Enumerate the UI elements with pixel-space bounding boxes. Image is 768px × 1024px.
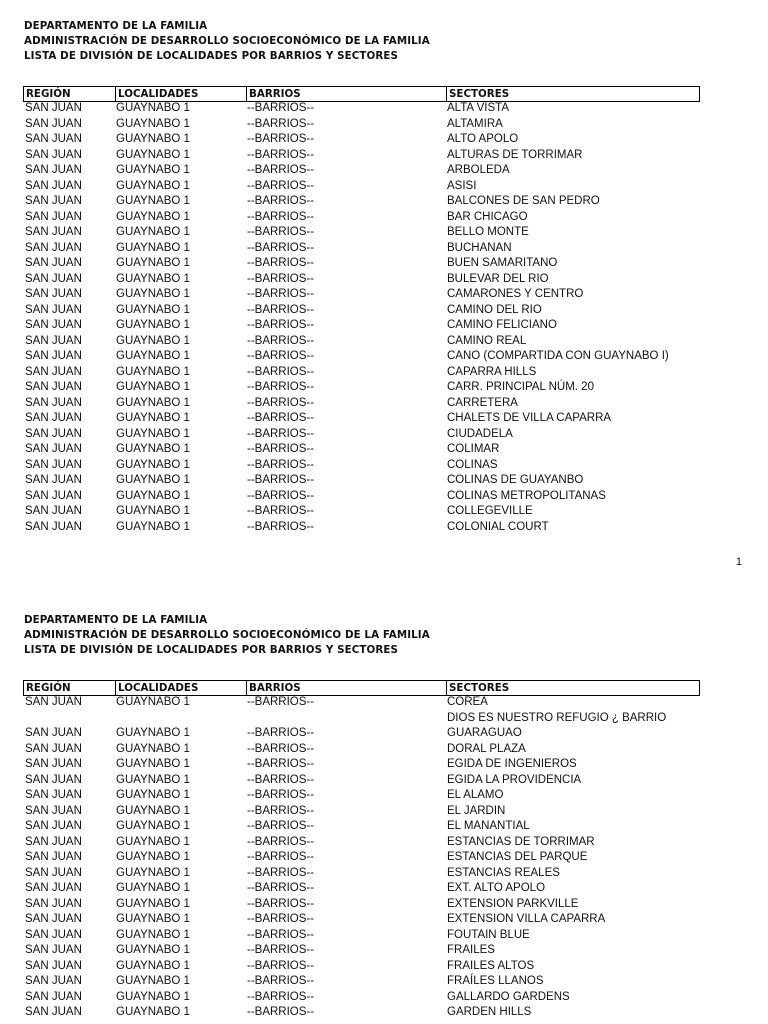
cell-region: SAN JUAN [25, 1006, 82, 1018]
cell-region: SAN JUAN [25, 851, 82, 863]
table-row [23, 459, 700, 475]
table-row [23, 195, 700, 211]
cell-region: SAN JUAN [25, 288, 82, 300]
cell-region: SAN JUAN [25, 897, 82, 910]
cell-locality: GUAYNABO 1 [116, 272, 190, 285]
cell-barrio: --BARRIOS-- [247, 474, 315, 486]
cell-region: SAN JUAN [25, 959, 82, 972]
cell-region: SAN JUAN [25, 758, 82, 770]
cell-sector: BULEVAR DEL RIO [447, 272, 549, 285]
cell-locality: GUAYNABO 1 [116, 257, 190, 269]
cell-region: SAN JUAN [25, 443, 82, 455]
cell-barrio: --BARRIOS-- [247, 117, 315, 130]
cell-barrio: --BARRIOS-- [247, 257, 315, 269]
cell-sector: ESTANCIAS DE TORRIMAR [447, 835, 595, 848]
cell-locality: GUAYNABO 1 [116, 350, 190, 362]
table-row [23, 211, 700, 227]
column-header-localities: LOCALIDADES [115, 87, 246, 101]
cell-barrio: --BARRIOS-- [247, 303, 315, 316]
table-row [23, 350, 700, 366]
cell-sector: FRAILES [447, 944, 495, 956]
cell-barrio: --BARRIOS-- [247, 696, 315, 708]
table-row [23, 991, 700, 1007]
cell-sector: BELLO MONTE [447, 226, 529, 238]
cell-locality: GUAYNABO 1 [116, 210, 190, 223]
table-row [23, 696, 700, 712]
cell-barrio: --BARRIOS-- [247, 334, 315, 347]
column-header-region: REGIÓN [26, 682, 71, 694]
header-list-title: LISTA DE DIVISIÓN DE LOCALIDADES POR BARRIOS Y SECTORES [24, 644, 399, 656]
cell-barrio: --BARRIOS-- [247, 851, 315, 863]
table-row [23, 164, 700, 180]
cell-sector: CAMINO FELICIANO [447, 319, 557, 331]
cell-barrio: --BARRIOS-- [247, 897, 315, 910]
table-row [23, 913, 700, 929]
cell-sector: COLLEGEVILLE [447, 505, 533, 517]
cell-locality: GUAYNABO 1 [116, 742, 190, 755]
cell-locality: GUAYNABO 1 [116, 458, 190, 471]
cell-barrio: --BARRIOS-- [247, 505, 315, 517]
cell-region: SAN JUAN [25, 164, 82, 176]
table-header-row [23, 680, 700, 696]
cell-locality: GUAYNABO 1 [116, 913, 190, 925]
cell-locality: GUAYNABO 1 [116, 396, 190, 409]
header-list-title: LISTA DE DIVISIÓN DE LOCALIDADES POR BARRIOS Y SECTORES [24, 50, 399, 62]
cell-region: SAN JUAN [25, 489, 82, 502]
cell-barrio: --BARRIOS-- [247, 727, 315, 739]
cell-sector: BAR CHICAGO [447, 210, 528, 223]
cell-sector: ALTA VISTA [447, 102, 509, 114]
cell-region: SAN JUAN [25, 195, 82, 207]
cell-region: SAN JUAN [25, 210, 82, 223]
cell-barrio: --BARRIOS-- [247, 210, 315, 223]
cell-sector: EGIDA DE INGENIEROS [447, 758, 577, 770]
cell-locality: GUAYNABO 1 [116, 866, 190, 879]
table-row [23, 851, 700, 867]
column-header-barrios: BARRIOS [246, 681, 446, 695]
table-body [23, 102, 700, 536]
cell-sector: CARRETERA [447, 396, 518, 409]
table-row [23, 428, 700, 444]
cell-locality: GUAYNABO 1 [116, 288, 190, 300]
cell-barrio: --BARRIOS-- [247, 959, 315, 972]
cell-region: SAN JUAN [25, 458, 82, 471]
cell-sector: CAMINO REAL [447, 334, 527, 347]
cell-sector: ARBOLEDA [447, 164, 510, 176]
cell-locality: GUAYNABO 1 [116, 427, 190, 440]
cell-region: SAN JUAN [25, 412, 82, 424]
cell-sector: CAPARRA HILLS [447, 365, 537, 378]
cell-region: SAN JUAN [25, 303, 82, 316]
cell-region: SAN JUAN [25, 696, 82, 708]
cell-region: SAN JUAN [25, 990, 82, 1003]
cell-region: SAN JUAN [25, 727, 82, 739]
table-row [23, 727, 700, 743]
cell-barrio: --BARRIOS-- [247, 1006, 315, 1018]
cell-barrio: --BARRIOS-- [247, 319, 315, 331]
cell-locality: GUAYNABO 1 [116, 835, 190, 848]
table-row [23, 805, 700, 821]
cell-barrio: --BARRIOS-- [247, 226, 315, 238]
cell-locality: GUAYNABO 1 [116, 1006, 190, 1018]
cell-region: SAN JUAN [25, 319, 82, 331]
cell-sector: BUCHANAN [447, 241, 512, 254]
cell-region: SAN JUAN [25, 334, 82, 347]
cell-sector: COLIMAR [447, 443, 500, 455]
cell-locality: GUAYNABO 1 [116, 148, 190, 161]
page-number: 1 [735, 556, 742, 568]
table-row [23, 242, 700, 258]
header-department: DEPARTAMENTO DE LA FAMILIA [24, 20, 208, 32]
cell-locality: GUAYNABO 1 [116, 443, 190, 455]
table-row [23, 743, 700, 759]
cell-sector: CIUDADELA [447, 427, 513, 440]
cell-sector: ESTANCIAS DEL PARQUE [447, 851, 588, 863]
cell-barrio: --BARRIOS-- [247, 742, 315, 755]
cell-region: SAN JUAN [25, 396, 82, 409]
cell-barrio: --BARRIOS-- [247, 350, 315, 362]
table-row [23, 335, 700, 351]
cell-barrio: --BARRIOS-- [247, 458, 315, 471]
cell-locality: GUAYNABO 1 [116, 928, 190, 941]
cell-locality: GUAYNABO 1 [116, 226, 190, 238]
table-row [23, 412, 700, 428]
table-row [23, 521, 700, 537]
sectors-table [23, 680, 700, 1022]
cell-sector: DORAL PLAZA [447, 742, 526, 755]
table-row [23, 366, 700, 382]
cell-barrio: --BARRIOS-- [247, 443, 315, 455]
cell-barrio: --BARRIOS-- [247, 179, 315, 192]
cell-region: SAN JUAN [25, 102, 82, 114]
cell-barrio: --BARRIOS-- [247, 365, 315, 378]
table-row [23, 381, 700, 397]
cell-sector: EXT. ALTO APOLO [447, 882, 546, 894]
cell-barrio: --BARRIOS-- [247, 148, 315, 161]
table-row [23, 443, 700, 459]
cell-region: SAN JUAN [25, 350, 82, 362]
cell-sector: EL JARDIN [447, 804, 506, 817]
cell-region: SAN JUAN [25, 913, 82, 925]
cell-sector: CARR. PRINCIPAL NÚM. 20 [447, 381, 594, 393]
cell-region: SAN JUAN [25, 257, 82, 269]
cell-locality: GUAYNABO 1 [116, 133, 190, 145]
table-row [23, 975, 700, 991]
column-header-sectors: SECTORES [446, 681, 699, 695]
cell-locality: GUAYNABO 1 [116, 789, 190, 801]
cell-barrio: --BARRIOS-- [247, 975, 315, 987]
cell-region: SAN JUAN [25, 773, 82, 786]
table-row [23, 505, 700, 521]
document-header [24, 19, 430, 64]
table-row [23, 118, 700, 134]
cell-region: SAN JUAN [25, 835, 82, 848]
cell-region: SAN JUAN [25, 241, 82, 254]
cell-sector: DIOS ES NUESTRO REFUGIO ¿ BARRIO [447, 711, 667, 724]
cell-region: SAN JUAN [25, 975, 82, 987]
cell-locality: GUAYNABO 1 [116, 944, 190, 956]
cell-region: SAN JUAN [25, 133, 82, 145]
cell-locality: GUAYNABO 1 [116, 696, 190, 708]
table-row [23, 820, 700, 836]
cell-locality: GUAYNABO 1 [116, 319, 190, 331]
cell-region: SAN JUAN [25, 866, 82, 879]
cell-sector: GUARAGUAO [447, 727, 522, 739]
cell-barrio: --BARRIOS-- [247, 396, 315, 409]
header-department: DEPARTAMENTO DE LA FAMILIA [24, 614, 208, 626]
cell-barrio: --BARRIOS-- [247, 195, 315, 207]
cell-barrio: --BARRIOS-- [247, 520, 315, 533]
cell-barrio: --BARRIOS-- [247, 928, 315, 941]
cell-locality: GUAYNABO 1 [116, 241, 190, 254]
cell-region: SAN JUAN [25, 272, 82, 285]
cell-region: SAN JUAN [25, 148, 82, 161]
cell-locality: GUAYNABO 1 [116, 412, 190, 424]
cell-sector: GARDEN HILLS [447, 1006, 532, 1018]
cell-sector: ALTO APOLO [447, 133, 519, 145]
cell-sector: CAMARONES Y CENTRO [447, 288, 584, 300]
table-row [23, 712, 700, 728]
cell-barrio: --BARRIOS-- [247, 272, 315, 285]
cell-barrio: --BARRIOS-- [247, 758, 315, 770]
table-row [23, 319, 700, 335]
cell-locality: GUAYNABO 1 [116, 102, 190, 114]
cell-locality: GUAYNABO 1 [116, 365, 190, 378]
cell-sector: ALTURAS DE TORRIMAR [447, 148, 583, 161]
cell-region: SAN JUAN [25, 117, 82, 130]
table-row [23, 758, 700, 774]
cell-locality: GUAYNABO 1 [116, 520, 190, 533]
cell-barrio: --BARRIOS-- [247, 804, 315, 817]
cell-locality: GUAYNABO 1 [116, 303, 190, 316]
table-row [23, 898, 700, 914]
cell-locality: GUAYNABO 1 [116, 882, 190, 894]
cell-region: SAN JUAN [25, 179, 82, 192]
cell-locality: GUAYNABO 1 [116, 489, 190, 502]
cell-barrio: --BARRIOS-- [247, 489, 315, 502]
cell-sector: BUEN SAMARITANO [447, 257, 558, 269]
cell-sector: CANO (COMPARTIDA CON GUAYNABO I) [447, 350, 669, 362]
cell-locality: GUAYNABO 1 [116, 959, 190, 972]
table-row [23, 836, 700, 852]
column-header-region: REGIÓN [26, 88, 71, 100]
cell-sector: ALTAMIRA [447, 117, 503, 130]
table-row [23, 1006, 700, 1022]
cell-sector: CAMINO DEL RIO [447, 303, 542, 316]
cell-barrio: --BARRIOS-- [247, 133, 315, 145]
cell-sector: GALLARDO GARDENS [447, 990, 570, 1003]
cell-sector: EXTENSION VILLA CAPARRA [447, 913, 606, 925]
cell-sector: BALCONES DE SAN PEDRO [447, 195, 600, 207]
table-row [23, 257, 700, 273]
table-row [23, 397, 700, 413]
table-header-row [23, 86, 700, 102]
header-administration: ADMINISTRACIÓN DE DESARROLLO SOCIOECONÓMICO DE LA FAMILIA [24, 35, 430, 47]
table-row [23, 288, 700, 304]
cell-barrio: --BARRIOS-- [247, 820, 315, 832]
cell-barrio: --BARRIOS-- [247, 288, 315, 300]
table-row [23, 102, 700, 118]
cell-locality: GUAYNABO 1 [116, 195, 190, 207]
cell-locality: GUAYNABO 1 [116, 474, 190, 486]
table-row [23, 789, 700, 805]
cell-sector: FRAÍLES LLANOS [447, 975, 544, 987]
cell-sector: COLINAS METROPOLITANAS [447, 489, 606, 502]
cell-region: SAN JUAN [25, 944, 82, 956]
column-header-barrios: BARRIOS [246, 87, 446, 101]
column-header-localities: LOCALIDADES [115, 681, 246, 695]
cell-barrio: --BARRIOS-- [247, 241, 315, 254]
table-body [23, 696, 700, 1022]
table-row [23, 133, 700, 149]
cell-barrio: --BARRIOS-- [247, 427, 315, 440]
cell-barrio: --BARRIOS-- [247, 164, 315, 176]
cell-region: SAN JUAN [25, 789, 82, 801]
cell-barrio: --BARRIOS-- [247, 412, 315, 424]
table-row [23, 226, 700, 242]
cell-barrio: --BARRIOS-- [247, 882, 315, 894]
table-row [23, 882, 700, 898]
table-row [23, 273, 700, 289]
cell-locality: GUAYNABO 1 [116, 897, 190, 910]
cell-region: SAN JUAN [25, 804, 82, 817]
cell-barrio: --BARRIOS-- [247, 913, 315, 925]
cell-region: SAN JUAN [25, 505, 82, 517]
cell-locality: GUAYNABO 1 [116, 164, 190, 176]
cell-sector: CHALETS DE VILLA CAPARRA [447, 412, 612, 424]
table-row [23, 960, 700, 976]
cell-barrio: --BARRIOS-- [247, 990, 315, 1003]
cell-sector: EL MANANTIAL [447, 820, 530, 832]
table-row [23, 304, 700, 320]
cell-sector: COLONIAL COURT [447, 520, 549, 533]
cell-sector: COREA [447, 696, 488, 708]
document-header [24, 613, 430, 658]
cell-locality: GUAYNABO 1 [116, 975, 190, 987]
sectors-table [23, 86, 700, 536]
cell-locality: GUAYNABO 1 [116, 117, 190, 130]
cell-barrio: --BARRIOS-- [247, 835, 315, 848]
cell-region: SAN JUAN [25, 742, 82, 755]
cell-locality: GUAYNABO 1 [116, 381, 190, 393]
cell-locality: GUAYNABO 1 [116, 820, 190, 832]
cell-sector: EXTENSION PARKVILLE [447, 897, 579, 910]
cell-locality: GUAYNABO 1 [116, 334, 190, 347]
cell-sector: COLINAS DE GUAYANBO [447, 474, 584, 486]
table-row [23, 944, 700, 960]
cell-region: SAN JUAN [25, 882, 82, 894]
table-row [23, 180, 700, 196]
cell-locality: GUAYNABO 1 [116, 851, 190, 863]
cell-locality: GUAYNABO 1 [116, 773, 190, 786]
cell-sector: ASISI [447, 179, 477, 192]
cell-locality: GUAYNABO 1 [116, 179, 190, 192]
cell-barrio: --BARRIOS-- [247, 866, 315, 879]
cell-sector: FOUTAIN BLUE [447, 928, 530, 941]
header-administration: ADMINISTRACIÓN DE DESARROLLO SOCIOECONÓMICO DE LA FAMILIA [24, 629, 430, 641]
cell-region: SAN JUAN [25, 820, 82, 832]
cell-barrio: --BARRIOS-- [247, 102, 315, 114]
cell-locality: GUAYNABO 1 [116, 758, 190, 770]
cell-region: SAN JUAN [25, 928, 82, 941]
cell-region: SAN JUAN [25, 226, 82, 238]
table-row [23, 149, 700, 165]
cell-locality: GUAYNABO 1 [116, 990, 190, 1003]
cell-region: SAN JUAN [25, 365, 82, 378]
cell-locality: GUAYNABO 1 [116, 727, 190, 739]
cell-region: SAN JUAN [25, 427, 82, 440]
cell-barrio: --BARRIOS-- [247, 381, 315, 393]
cell-barrio: --BARRIOS-- [247, 789, 315, 801]
cell-region: SAN JUAN [25, 381, 82, 393]
cell-region: SAN JUAN [25, 520, 82, 533]
column-header-sectors: SECTORES [446, 87, 699, 101]
table-row [23, 867, 700, 883]
table-row [23, 474, 700, 490]
cell-barrio: --BARRIOS-- [247, 773, 315, 786]
document-page-2 [0, 585, 768, 1024]
cell-sector: COLINAS [447, 458, 498, 471]
cell-region: SAN JUAN [25, 474, 82, 486]
cell-sector: EGIDA LA PROVIDENCIA [447, 773, 582, 786]
cell-sector: ESTANCIAS REALES [447, 866, 560, 879]
cell-locality: GUAYNABO 1 [116, 505, 190, 517]
cell-sector: EL ALAMO [447, 789, 504, 801]
table-row [23, 774, 700, 790]
cell-locality: GUAYNABO 1 [116, 804, 190, 817]
cell-sector: FRAILES ALTOS [447, 959, 535, 972]
table-row [23, 929, 700, 945]
table-row [23, 490, 700, 506]
cell-barrio: --BARRIOS-- [247, 944, 315, 956]
